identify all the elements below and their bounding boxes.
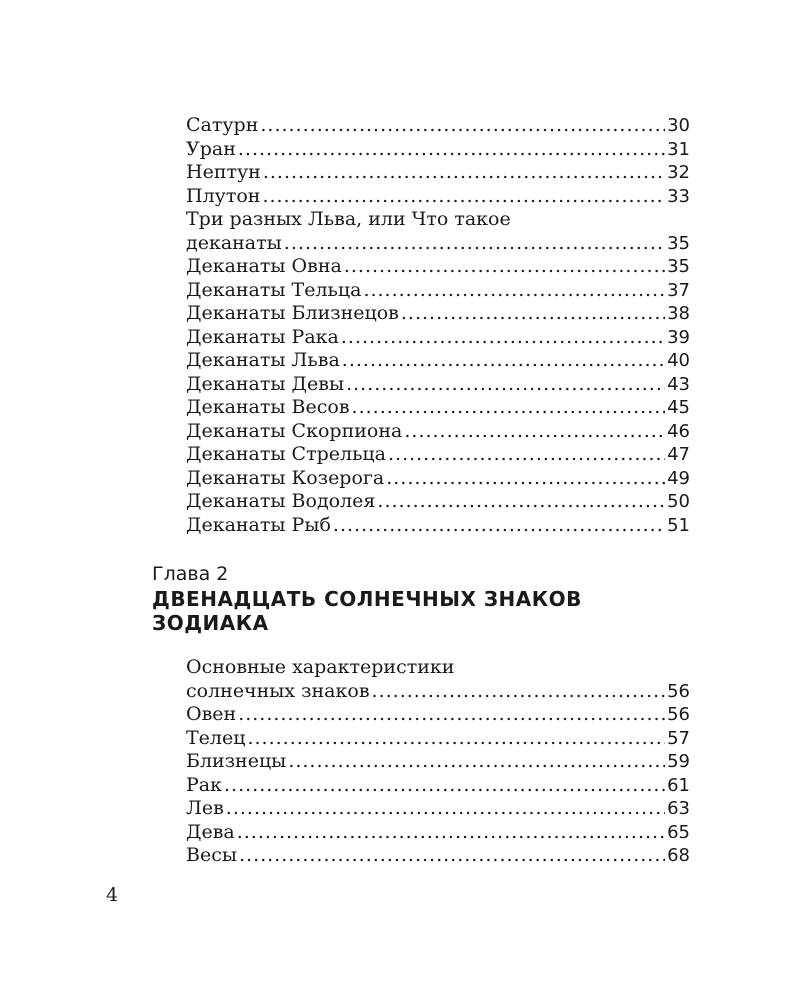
toc-dot-leader: [288, 750, 665, 774]
toc-entry: [186, 255, 690, 279]
toc-entry-title: Весы: [186, 844, 237, 866]
toc-dot-leader: [388, 443, 665, 467]
toc-dot-leader: [226, 797, 665, 821]
toc-list-part2: [186, 656, 690, 868]
toc-entry-title: Сатурн: [186, 114, 259, 136]
toc-entry-page: 38: [667, 303, 690, 324]
toc-entry-page: 30: [667, 115, 690, 136]
toc-entry: [186, 727, 690, 751]
toc-entry-title: Деканаты Рыб: [186, 513, 331, 536]
toc-entry-title: Дева: [186, 820, 235, 843]
toc-entry-page: 56: [667, 680, 690, 702]
toc-entry: [186, 161, 690, 185]
toc-entry-title: Деканаты Скорпиона: [186, 419, 403, 442]
toc-entry-title: Деканаты Стрельца: [186, 443, 386, 465]
toc-entry: [186, 208, 690, 232]
chapter-label: Глава 2: [152, 563, 229, 585]
toc-dot-leader: [238, 138, 665, 162]
toc-dot-leader: [377, 490, 665, 514]
toc-entry-title: Деканаты Водолея: [186, 490, 376, 512]
toc-entry: [186, 279, 690, 303]
toc-entry-page: 65: [667, 821, 690, 843]
toc-entry-title: Близнецы: [186, 750, 287, 772]
toc-entry: [186, 656, 690, 680]
toc-dot-leader: [239, 844, 665, 868]
toc-entry-title: Деканаты Козерога: [186, 466, 385, 489]
toc-dot-leader: [238, 703, 665, 727]
toc-entry: [186, 185, 690, 209]
toc-list-part1: [186, 114, 690, 537]
toc-entry: [186, 490, 690, 514]
toc-entry-title: Основные характеристики: [186, 656, 455, 678]
toc-entry: [186, 797, 690, 821]
toc-entry: [186, 326, 690, 350]
toc-dot-leader: [363, 279, 665, 303]
toc-entry-title: Деканаты Близнецов: [186, 302, 399, 324]
toc-dot-leader: [346, 373, 665, 397]
toc-dot-leader: [344, 255, 665, 279]
toc-entry-title: Деканаты Овна: [186, 255, 342, 277]
toc-entry: [186, 514, 690, 538]
toc-entry-page: 49: [667, 467, 690, 489]
toc-entry-page: 40: [667, 350, 690, 371]
toc-dot-leader: [260, 114, 665, 138]
toc-entry: [186, 703, 690, 727]
toc-entry: [186, 396, 690, 420]
toc-entry-page: 63: [667, 798, 690, 819]
toc-entry: [186, 420, 690, 444]
toc-dot-leader: [404, 420, 665, 444]
toc-dot-leader: [372, 680, 666, 704]
toc-entry-page: 61: [667, 774, 690, 796]
toc-dot-leader: [284, 232, 665, 256]
toc-entry: [186, 750, 690, 774]
toc-dot-leader: [247, 727, 665, 751]
toc-dot-leader: [342, 349, 665, 373]
toc-dot-leader: [224, 774, 665, 798]
toc-entry-title: Овен: [186, 703, 237, 725]
toc-dot-leader: [341, 326, 665, 350]
toc-entry: [186, 349, 690, 373]
toc-entry-title: Деканаты Льва: [186, 349, 340, 371]
toc-entry-title: Деканаты Весов: [186, 396, 350, 418]
toc-entry-title: Рак: [186, 773, 222, 796]
toc-entry: [186, 443, 690, 467]
toc-entry-title: деканаты: [186, 231, 282, 254]
toc-dot-leader: [401, 302, 665, 326]
toc-entry-title: Три разных Льва, или Что такое: [186, 208, 511, 230]
toc-entry: [186, 232, 690, 256]
toc-entry-page: 56: [667, 704, 690, 725]
toc-entry: [186, 680, 690, 704]
toc-entry: [186, 114, 690, 138]
toc-entry-page: 33: [667, 185, 690, 207]
toc-entry: [186, 774, 690, 798]
toc-entry-title: солнечных знаков: [186, 679, 370, 702]
toc-entry-page: 51: [667, 514, 690, 536]
toc-dot-leader: [333, 514, 665, 538]
toc-entry: [186, 821, 690, 845]
toc-entry-page: 32: [667, 162, 690, 183]
toc-dot-leader: [262, 185, 665, 209]
toc-entry-title: Нептун: [186, 161, 261, 183]
toc-entry-page: 37: [667, 279, 690, 301]
toc-dot-leader: [352, 396, 666, 420]
toc-entry-page: 59: [667, 751, 690, 772]
toc-dot-leader: [237, 821, 665, 845]
toc-entry-page: 39: [667, 326, 690, 348]
toc-entry-page: 50: [667, 491, 690, 512]
toc-dot-leader: [386, 467, 665, 491]
toc-entry: [186, 302, 690, 326]
chapter-title: ДВЕНАДЦАТЬ СОЛНЕЧНЫХ ЗНАКОВ ЗОДИАКА: [152, 587, 582, 635]
toc-entry-title: Деканаты Девы: [186, 372, 345, 395]
toc-entry-page: 46: [667, 420, 690, 442]
toc-entry-page: 43: [667, 373, 690, 395]
toc-entry-title: Лев: [186, 797, 224, 819]
toc-entry: [186, 138, 690, 162]
toc-entry-title: Уран: [186, 137, 236, 160]
toc-dot-leader: [263, 161, 665, 185]
toc-entry: [186, 844, 690, 868]
toc-entry: [186, 373, 690, 397]
toc-entry-page: 35: [667, 256, 690, 277]
toc-entry-title: Телец: [186, 726, 246, 749]
toc-entry-page: 45: [667, 397, 690, 418]
toc-entry-title: Деканаты Тельца: [186, 278, 362, 301]
page-number: 4: [106, 884, 119, 906]
toc-entry-page: 57: [667, 727, 690, 749]
toc-entry: [186, 467, 690, 491]
toc-entry-page: 68: [667, 845, 690, 866]
toc-entry-page: 31: [667, 138, 690, 160]
toc-entry-title: Плутон: [186, 184, 261, 207]
toc-entry-page: 35: [667, 232, 690, 254]
toc-entry-page: 47: [667, 444, 690, 465]
toc-entry-title: Деканаты Рака: [186, 325, 339, 348]
